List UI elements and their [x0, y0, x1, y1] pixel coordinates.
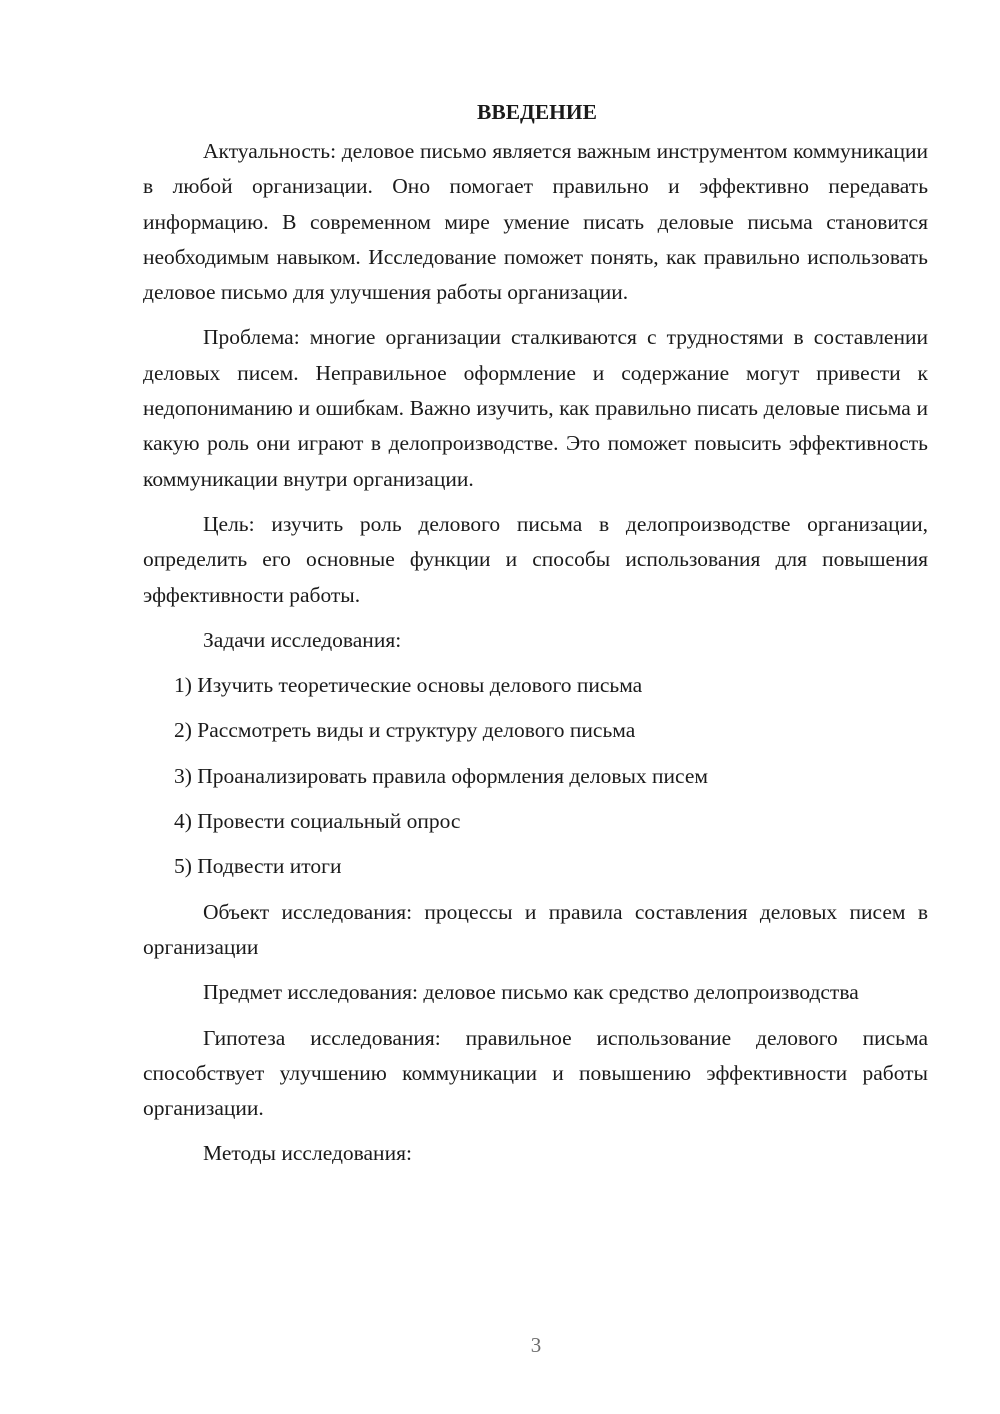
paragraph-problem: Проблема: многие организации сталкиваются с трудностями в составлении деловых писем. Неправильное оформление и содержание могут привести к недопониманию и ошибкам. Важно изучить, как правильно писать деловые письма и какую роль они играют в делопроизводстве. Это поможет повысить эффективность коммуникации внутри организации.: [143, 325, 928, 491]
methods-heading: Методы исследования:: [203, 1141, 412, 1166]
list-item: 5) Подвести итоги: [174, 854, 342, 879]
list-item: 1) Изучить теоретические основы делового письма: [174, 673, 643, 698]
tasks-heading: Задачи исследования:: [203, 627, 402, 652]
paragraph-hypothesis: Гипотеза исследования: правильное использование делового письма способствует улучшению коммуникации и повышению эффективности работы организации.: [143, 1025, 928, 1121]
list-item: 2) Рассмотреть виды и структуру делового письма: [174, 718, 636, 743]
paragraph-relevance: Актуальность: деловое письмо является важным инструментом коммуникации в любой организации. Оно помогает правильно и эффективно передавать информацию. В современном мире умение писать деловые письма становится необходимым навыком. Исследование поможет понять, как правильно использовать деловое письмо для улучшения работы организации.: [143, 139, 928, 305]
page-content: [143, 96, 928, 1182]
paragraph-object: Объект исследования: процессы и правила составления деловых писем в организации: [143, 899, 928, 959]
list-item: 4) Провести социальный опрос: [174, 809, 461, 834]
page-number: 3: [530, 1333, 542, 1357]
paragraph-goal: Цель: изучить роль делового письма в делопроизводстве организации, определить его основные функции и способы использования для повышения эффективности работы.: [143, 511, 928, 607]
list-item: 3) Проанализировать правила оформления деловых писем: [174, 763, 709, 788]
paragraph-subject: Предмет исследования: деловое письмо как средство делопроизводства: [203, 980, 859, 1005]
section-title: ВВЕДЕНИЕ: [477, 100, 597, 124]
tasks-list: [143, 668, 928, 884]
